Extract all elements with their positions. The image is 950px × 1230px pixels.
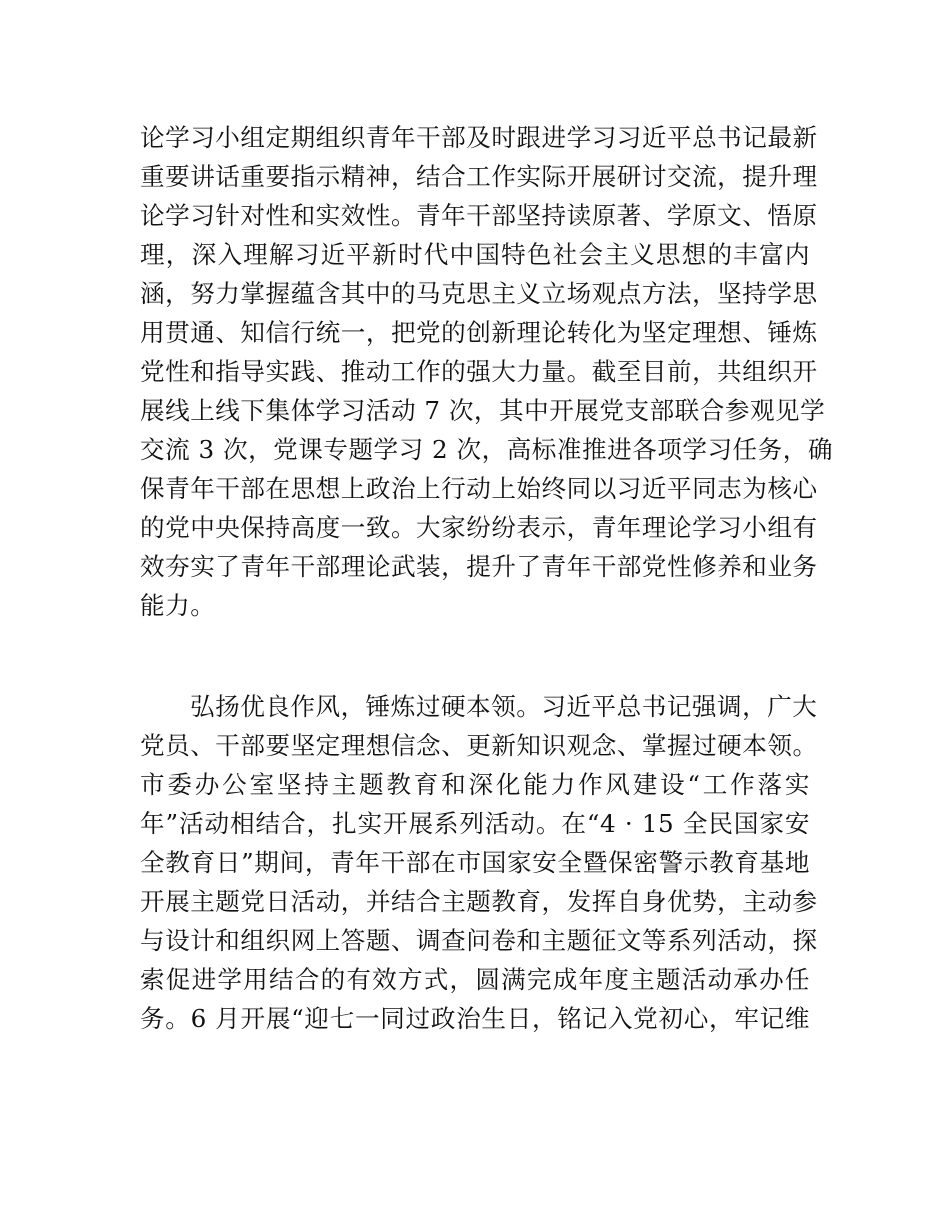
text-line: 论学习小组定期组织青年干部及时跟进学习习近平总书记最新 bbox=[140, 123, 818, 152]
paragraph-theory-study bbox=[140, 118, 833, 625]
text-line: 能力。 bbox=[140, 591, 216, 620]
text-line: 党员、干部要坚定理想信念、更新知识观念、掌握过硬本领。 bbox=[140, 731, 818, 760]
text-line: 保青年干部在思想上政治上行动上始终同以习近平同志为核心 bbox=[140, 474, 818, 503]
text-line: 党性和指导实践、推动工作的强大力量。截至目前，共组织开 bbox=[140, 357, 818, 386]
paragraph-work-style bbox=[140, 687, 818, 1038]
text-line: 理，深入理解习近平新时代中国特色社会主义思想的丰富内 bbox=[140, 240, 810, 269]
text-line: 效夯实了青年干部理论武装，提升了青年干部党性修养和业务 bbox=[140, 552, 818, 581]
text-line: 用贯通、知信行统一，把党的创新理论转化为坚定理想、锤炼 bbox=[140, 318, 818, 347]
text-line: 索促进学用结合的有效方式，圆满完成年度主题活动承办任 bbox=[140, 965, 810, 994]
text-line: 重要讲话重要指示精神，结合工作实际开展研讨交流，提升理 bbox=[140, 162, 818, 191]
text-line: 市委办公室坚持主题教育和深化能力作风建设“工作落实 bbox=[140, 770, 810, 799]
text-line: 开展主题党日活动，并结合主题教育，发挥自身优势，主动参 bbox=[140, 887, 818, 916]
text-line: 论学习针对性和实效性。青年干部坚持读原著、学原文、悟原 bbox=[140, 201, 818, 230]
text-line: 交流 3 次，党课专题学习 2 次，高标准推进各项学习任务，确 bbox=[140, 435, 833, 464]
text-line: 务。6 月开展“迎七一同过政治生日，铭记入党初心，牢记维 bbox=[140, 1004, 810, 1033]
text-line: 与设计和组织网上答题、调查问卷和主题征文等系列活动，探 bbox=[140, 926, 818, 955]
text-line: 的党中央保持高度一致。大家纷纷表示，青年理论学习小组有 bbox=[140, 513, 818, 542]
text-line: 涵，努力掌握蕴含其中的马克思主义立场观点方法，坚持学思 bbox=[140, 279, 818, 308]
text-line: 弘扬优良作风，锤炼过硬本领。习近平总书记强调，广大 bbox=[190, 692, 818, 721]
text-line: 展线上线下集体学习活动 7 次，其中开展党支部联合参观见学 bbox=[140, 396, 826, 425]
text-line: 年”活动相结合，扎实开展系列活动。在“4 · 15 全民国家安 bbox=[140, 809, 810, 838]
text-line: 全教育日”期间，青年干部在市国家安全暨保密警示教育基地 bbox=[140, 848, 810, 877]
